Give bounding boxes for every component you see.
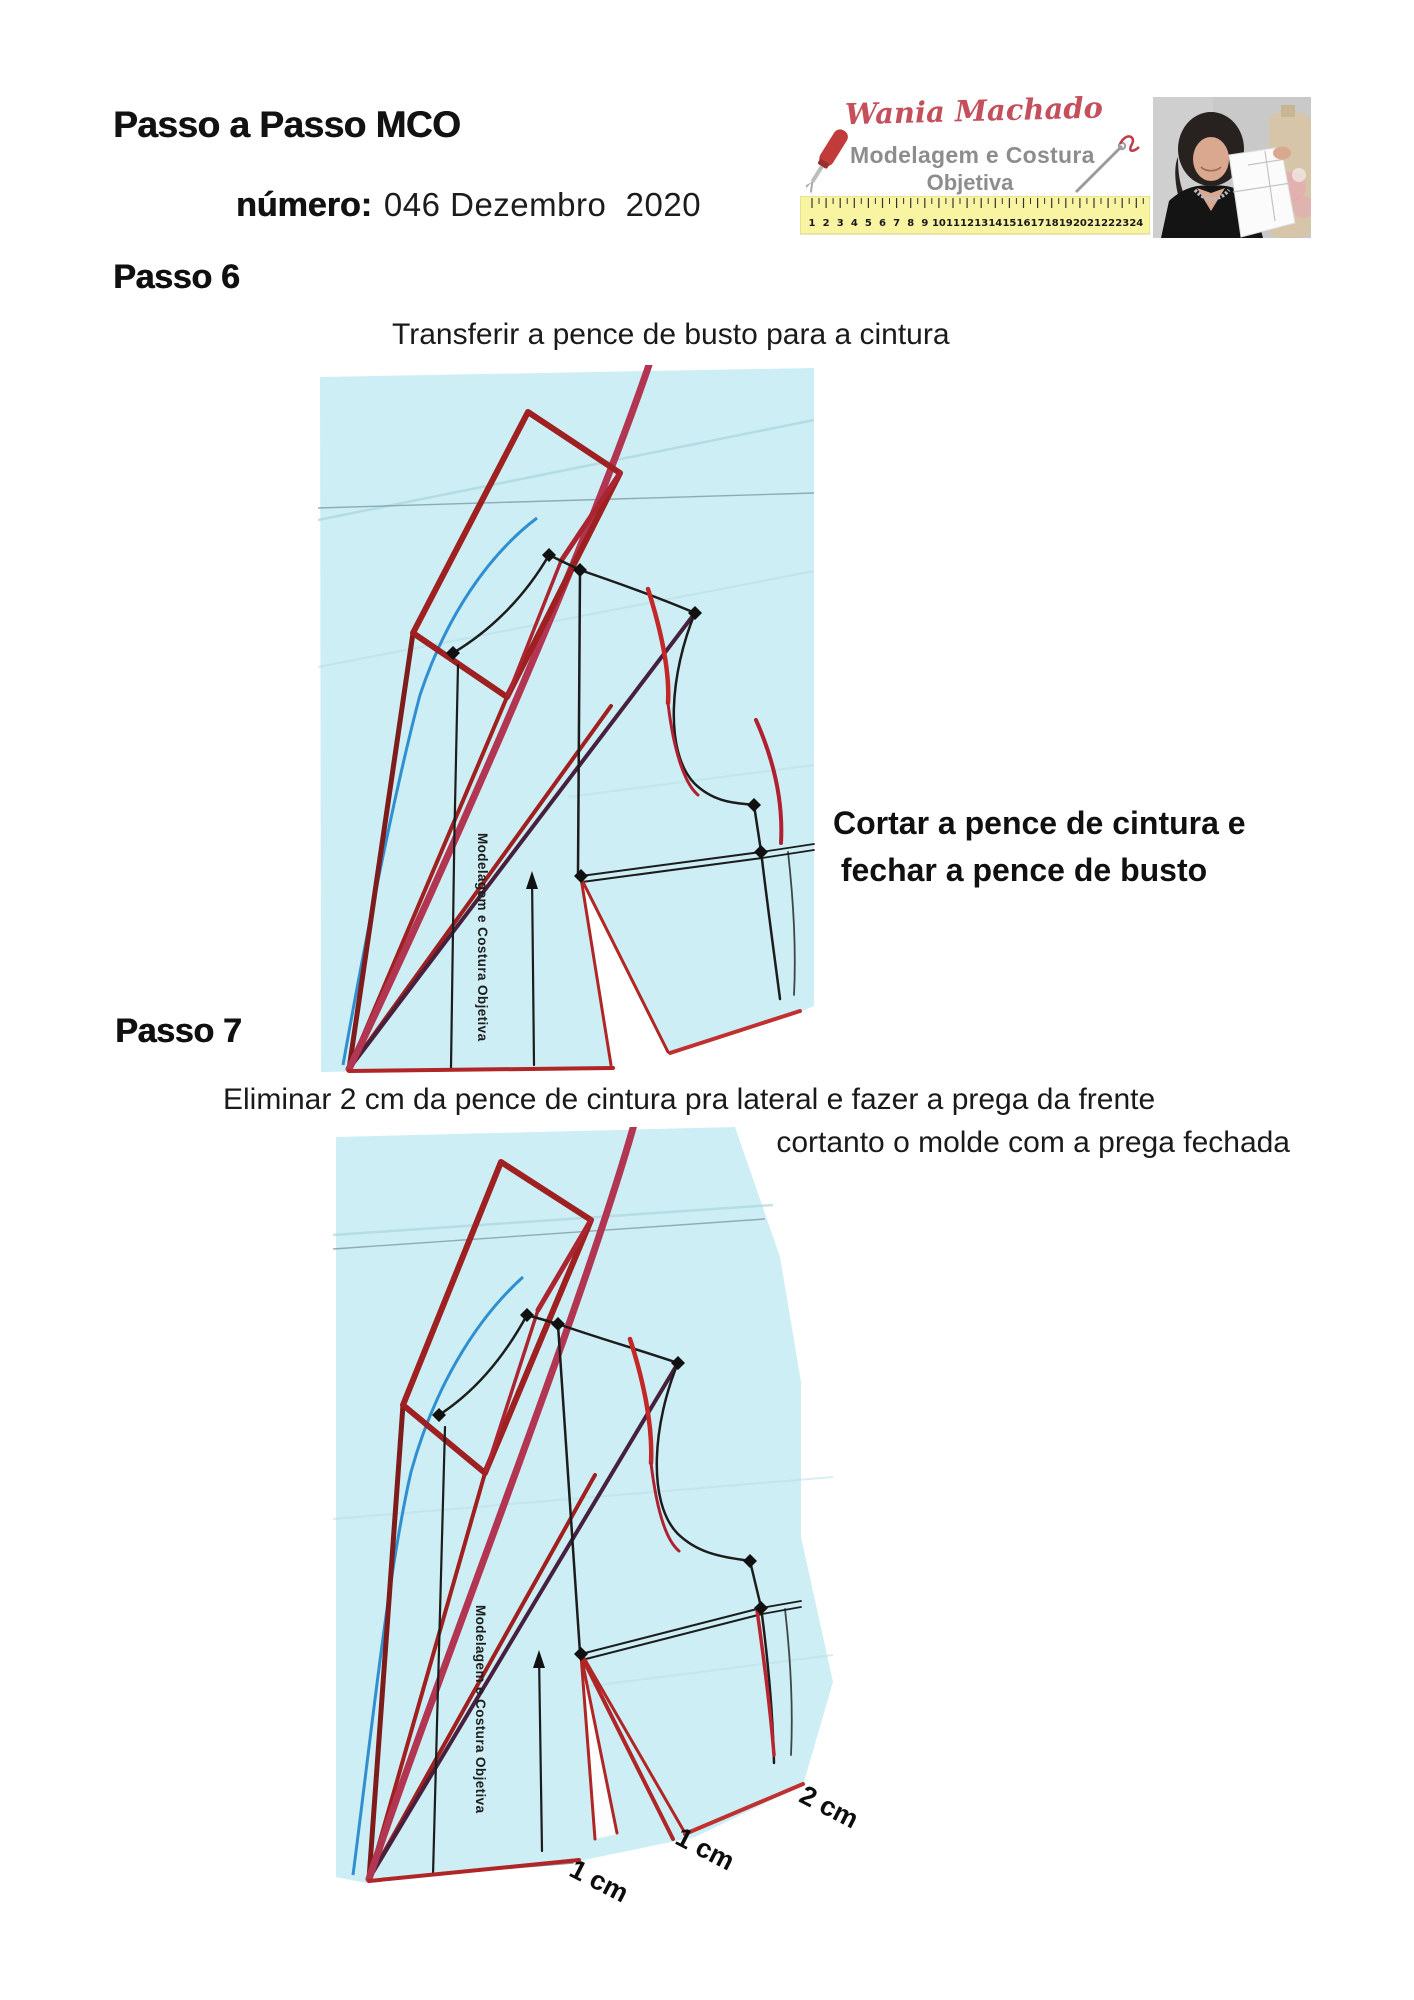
brand-line2: Objetiva <box>926 170 1014 195</box>
step7-caption-line2: cortanto o molde com a prega fechada <box>776 1126 1290 1159</box>
svg-text:21: 21 <box>1087 218 1101 229</box>
brand-line1: Modelagem e Costura <box>850 142 1095 168</box>
svg-text:19: 19 <box>1058 218 1073 229</box>
step6-heading: Passo 6 <box>113 258 240 296</box>
annotation-1cm-right: 1 cm <box>670 1821 740 1877</box>
page-title: Passo a Passo MCO <box>113 104 461 145</box>
step7-caption-line1: Eliminar 2 cm da pence de cintura pra lateral e fazer a prega da frente <box>223 1083 1156 1116</box>
svg-text:17: 17 <box>1030 218 1045 229</box>
brand-script-name: Wania Machado <box>844 90 1104 132</box>
needle-icon <box>1070 130 1142 198</box>
pattern-image-step6 <box>318 365 818 1077</box>
issue-number-value: 046 Dezembro 2020 <box>383 186 702 223</box>
step6-side-note-line2: fechar a pence de busto <box>840 852 1208 888</box>
step6-side-note-line1: Cortar a pence de cintura e <box>833 805 1246 841</box>
pattern1-watermark: Modelagem e Costura Objetiva <box>475 833 490 1042</box>
issue-line <box>227 168 701 225</box>
svg-text:20: 20 <box>1072 218 1087 229</box>
svg-text:7: 7 <box>893 218 901 229</box>
step6-caption: Transferir a pence de busto para a cintura <box>392 318 950 351</box>
svg-text:5: 5 <box>864 218 872 229</box>
svg-text:16: 16 <box>1016 218 1031 229</box>
svg-text:13: 13 <box>974 218 989 229</box>
portrait-photo <box>1153 97 1311 238</box>
svg-text:23: 23 <box>1115 218 1130 229</box>
svg-text:11: 11 <box>946 218 960 229</box>
annotation-2cm: 2 cm <box>794 1779 864 1835</box>
svg-text:14: 14 <box>988 218 1003 229</box>
svg-text:2: 2 <box>822 218 830 229</box>
pattern-image-step7 <box>333 1127 875 1950</box>
measuring-tape-ruler <box>800 196 1150 236</box>
svg-text:6: 6 <box>879 218 886 229</box>
pattern2-watermark: Modelagem e Costura Objetiva <box>473 1605 488 1814</box>
svg-text:24: 24 <box>1129 218 1144 229</box>
svg-text:9: 9 <box>921 218 929 229</box>
issue-number-label: número: <box>235 186 372 224</box>
step6-side-note <box>833 800 1246 894</box>
svg-text:4: 4 <box>850 218 858 229</box>
step7-heading: Passo 7 <box>115 1012 242 1050</box>
svg-text:3: 3 <box>836 218 844 229</box>
svg-text:1: 1 <box>808 218 816 229</box>
svg-text:12: 12 <box>960 218 975 229</box>
svg-text:22: 22 <box>1101 218 1116 229</box>
annotation-1cm-left: 1 cm <box>564 1853 634 1909</box>
svg-text:10: 10 <box>931 218 946 229</box>
svg-text:18: 18 <box>1044 218 1059 229</box>
svg-text:15: 15 <box>1002 218 1017 229</box>
svg-text:8: 8 <box>907 218 915 229</box>
